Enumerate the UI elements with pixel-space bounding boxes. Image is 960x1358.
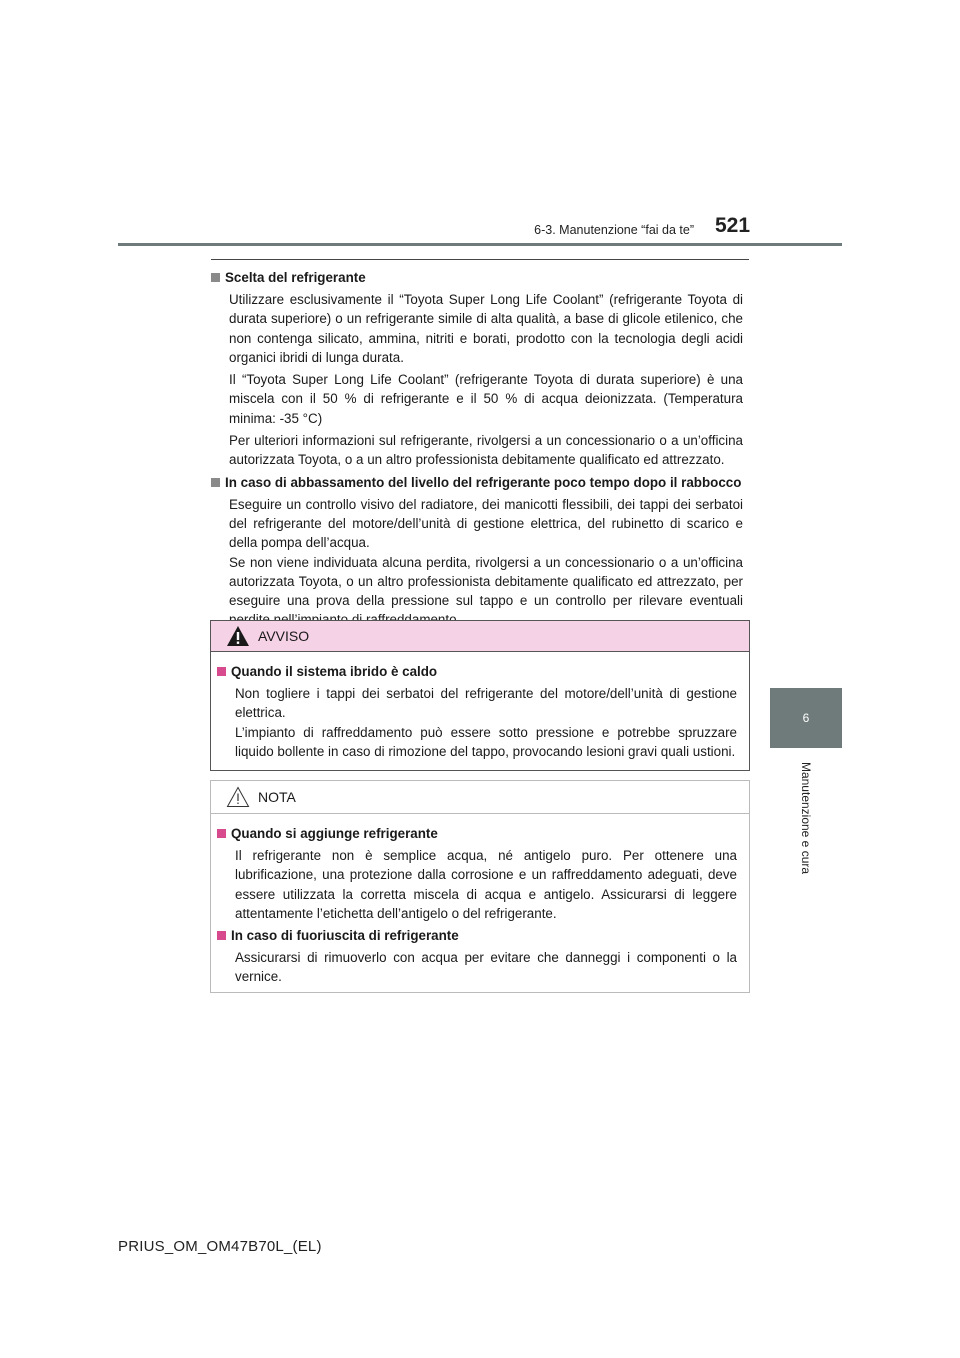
warning-triangle-icon xyxy=(226,625,250,647)
warning-title: AVVISO xyxy=(258,628,310,644)
square-bullet-icon xyxy=(217,667,226,676)
square-bullet-icon xyxy=(217,829,226,838)
chapter-tab xyxy=(770,688,842,748)
note-item-title: In caso di fuoriuscita di refrigerante xyxy=(217,926,743,946)
note-header xyxy=(211,781,749,814)
document-code: PRIUS_OM_OM47B70L_(EL) xyxy=(118,1238,322,1255)
square-bullet-icon xyxy=(211,478,220,487)
paragraph: Eseguire un controllo visivo del radiatore, dei manicotti flessibili, dei tappi dei serbatoi del refrigerante del motore/dell’unità di gestione elettrica, del rubinetto di scarico e della pompa dell’acqua. Se non viene individuata alcuna perdita, rivolgersi a un concessionario o a un’officina autorizzata Toyota, o un altro professionista debitamente qualificato ed attrezzato, per eseguire una prova della pressione sul tappo e un controllo per rilevare eventuali xyxy=(229,496,743,609)
square-bullet-icon xyxy=(211,273,220,282)
note-item-title: Quando si aggiunge refrigerante xyxy=(217,824,743,844)
section-title: In caso di abbassamento del livello del refrigerante poco tempo dopo il rabbocco xyxy=(211,473,749,493)
warning-box xyxy=(210,620,750,771)
square-bullet-icon xyxy=(217,931,226,940)
section-coolant-choice xyxy=(211,268,749,470)
paragraph: Per ulteriori informazioni sul refrigerante, rivolgersi a un concessionario o a un’officina autorizzata Toyota, o a un altro professionista debitamente qualificato ed attrezzato. xyxy=(229,433,743,468)
page-number: 521 xyxy=(715,214,751,237)
note-item-text: Il refrigerante non è semplice acqua, né antigelo puro. Per ottenere una lubrificazione, una protezione dalla corrosione e un raffreddamento adeguati, deve essere utilizzata la corretta miscela di acqua e antigelo. Assicurarsi di leggere attentamente l’etichetta dell’antigelo o del refrigerante. xyxy=(235,848,737,921)
main-content xyxy=(211,259,749,633)
warning-header xyxy=(211,621,749,652)
paragraph: Utilizzare esclusivamente il “Toyota Super Long Life Coolant” (refrigerante Toyota di durata superiore) o un refrigerante simile di alta qualità, a base di glicole etilenico, che non contenga silicato, ammina, nitriti e borati, prodotto con la tecnologia degli acidi organici ibridi di lunga durata. xyxy=(229,292,743,365)
caution-triangle-outline-icon xyxy=(226,786,250,808)
header-divider xyxy=(118,243,842,246)
section-heading: 6-3. Manutenzione “fai da te” xyxy=(534,223,694,237)
section-title: Scelta del refrigerante xyxy=(211,268,749,288)
warning-item-text: Non togliere i tappi dei serbatoi del refrigerante del motore/dell’unità di gestione elettrica. L’impianto di raffreddamento può essere sotto pressione e potrebbe spruzzare liquido bollente in caso di rimozione del tappo, provocando lesioni gravi quali ustioni. xyxy=(235,686,737,759)
content-divider xyxy=(211,259,749,260)
warning-body xyxy=(211,652,749,776)
note-body xyxy=(211,814,749,1002)
note-title: NOTA xyxy=(258,789,296,805)
section-coolant-drop xyxy=(211,473,749,630)
note-item-text: Assicurarsi di rimuoverlo con acqua per evitare che danneggi i componenti o la vernice. xyxy=(235,950,737,985)
chapter-label xyxy=(770,760,842,876)
paragraph: Il “Toyota Super Long Life Coolant” (refrigerante Toyota di durata superiore) è una miscela con il 50 % di refrigerante e il 50 % di acqua deionizzata. (Temperatura minima: -35 °C) xyxy=(229,372,743,426)
chapter-number: 6 xyxy=(802,711,810,725)
warning-item-title: Quando il sistema ibrido è caldo xyxy=(217,662,743,682)
chapter-label-text: Manutenzione e cura xyxy=(799,761,814,875)
note-box xyxy=(210,780,750,993)
